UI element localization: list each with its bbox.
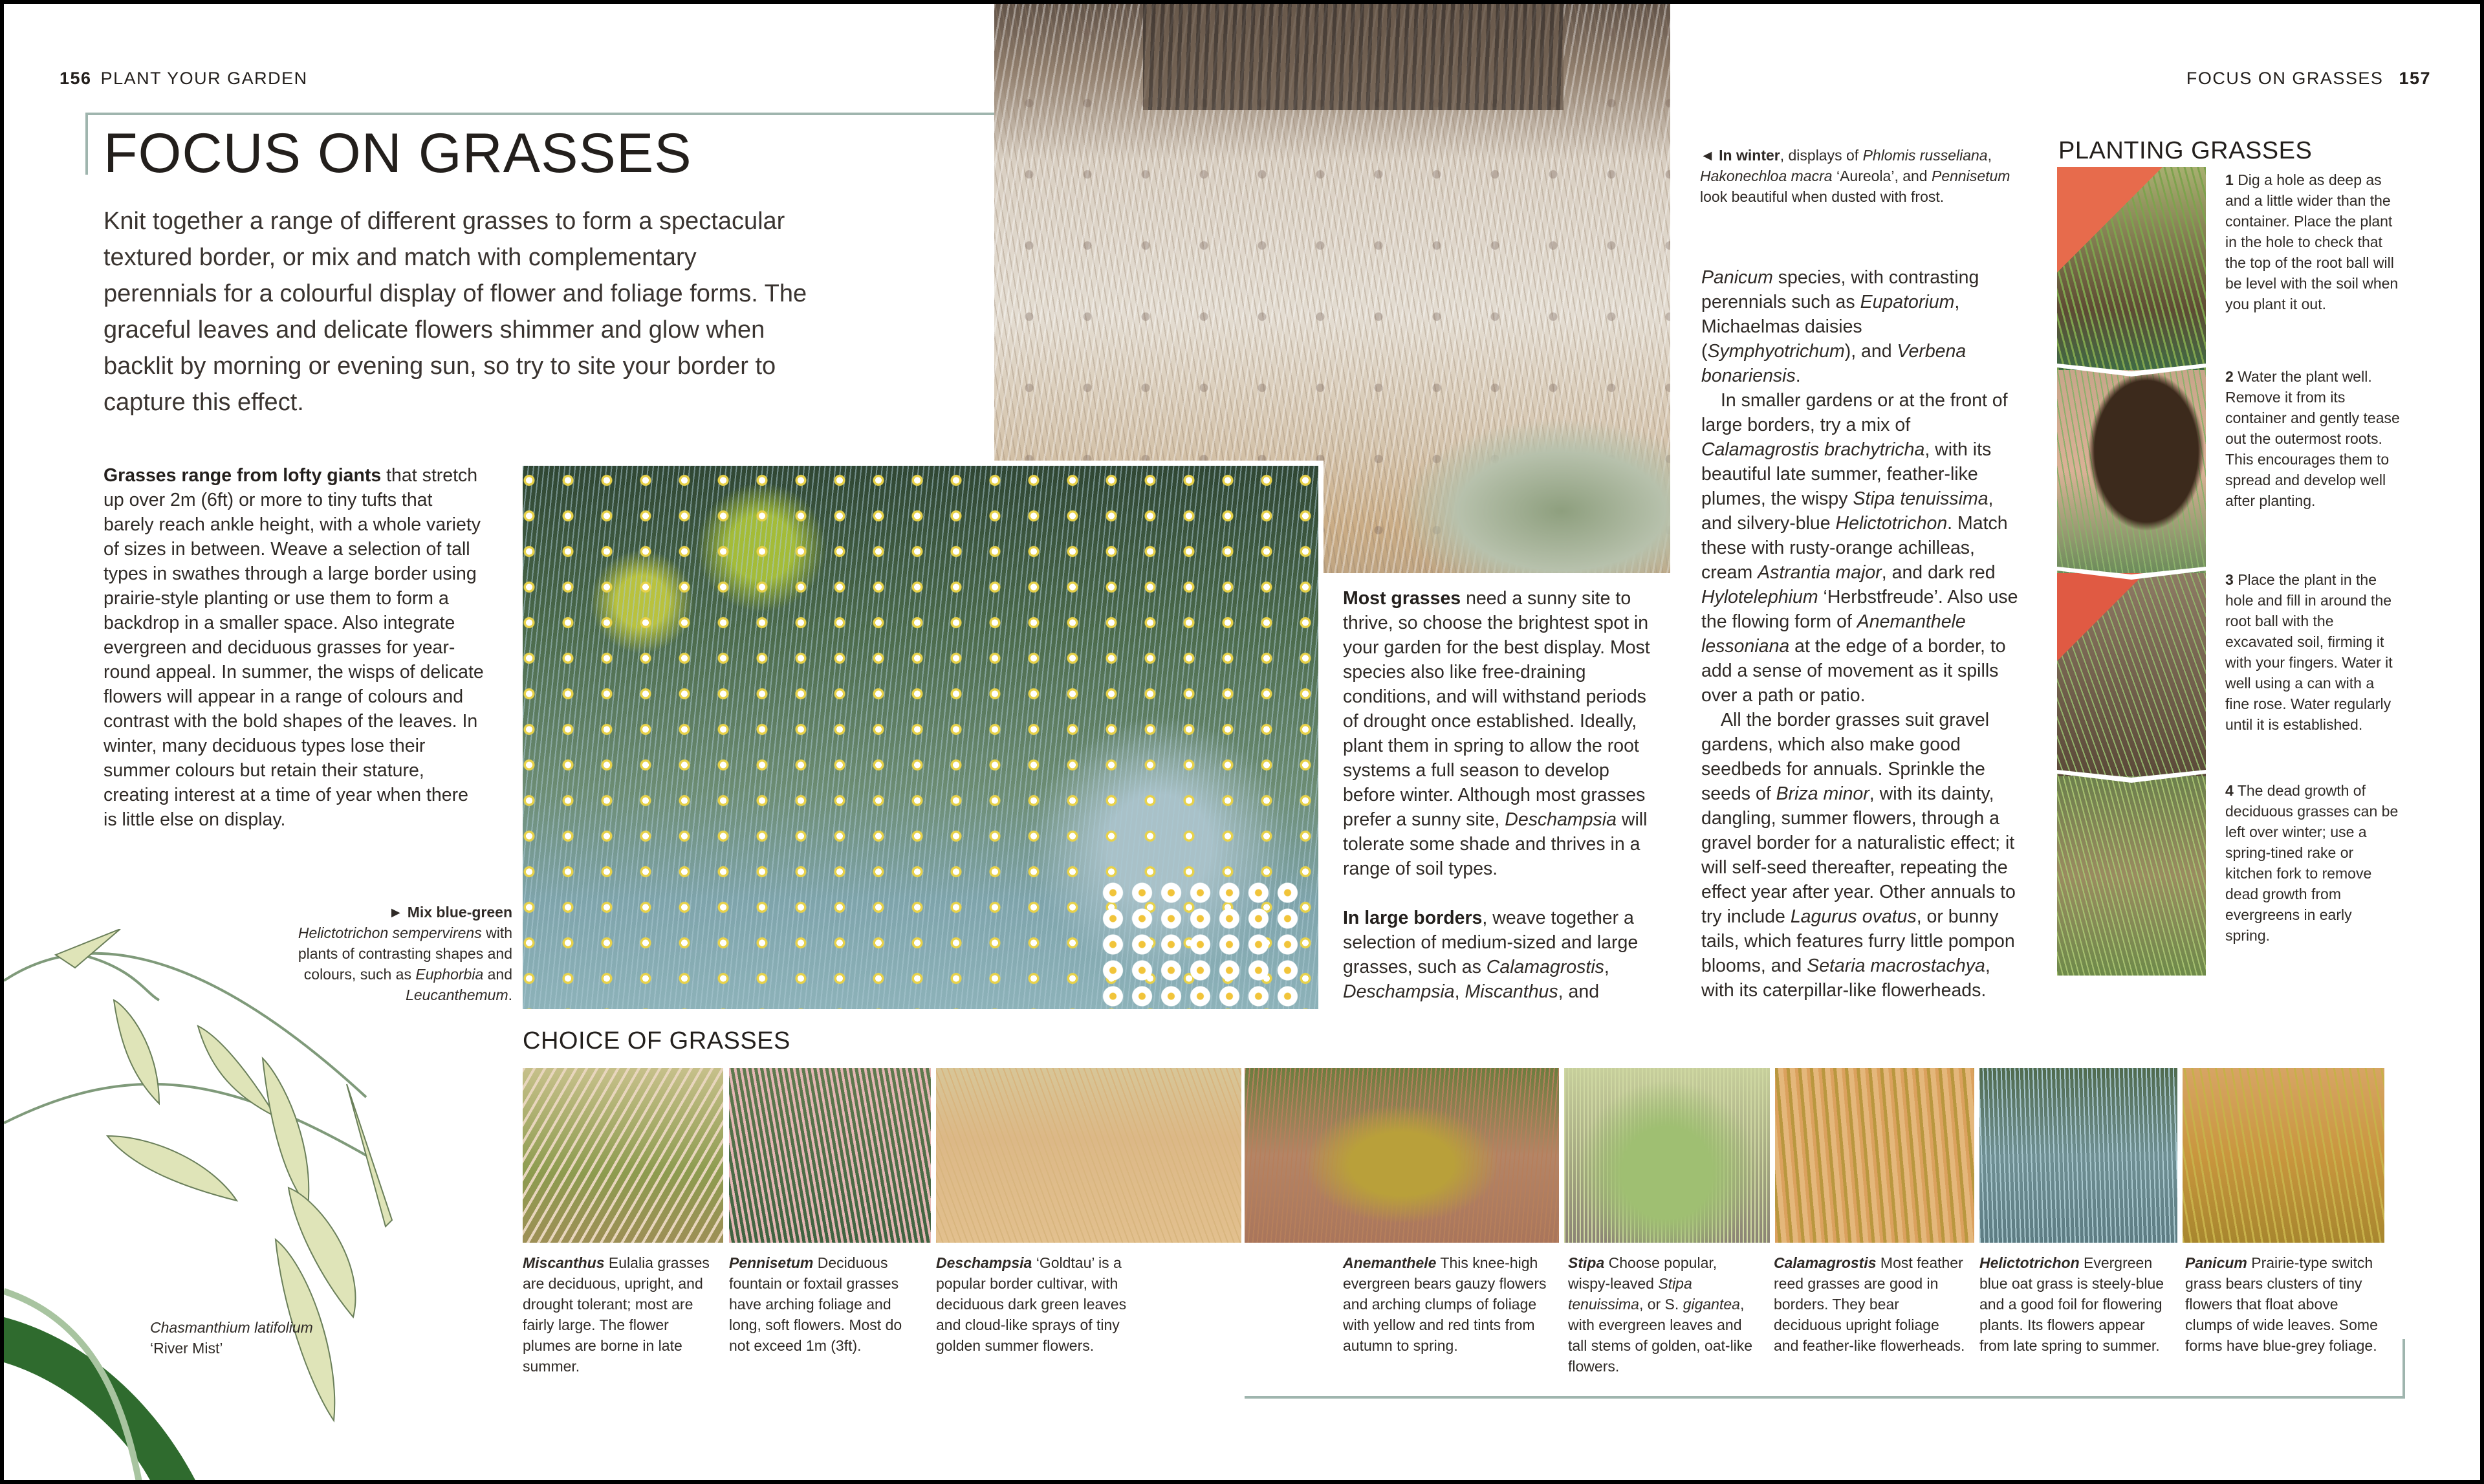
body-text: need a sunny site to thrive, so choose the brightest spot in your garden for the best display. Most species also like free-draining conditions, and will withstand periods of drought once established. Ideally, plant them in spring to allow the root systems a full season to develop before winter. Although most grasses prefer a sunny site, — [1343, 588, 1650, 830]
plant-name: Verbena bonariensis — [1701, 341, 1966, 386]
grass-caption-stipa — [1568, 1252, 1762, 1377]
grass-description: Choose popular, wispy-leaved — [1568, 1254, 1717, 1292]
caption-text: . — [508, 987, 512, 1003]
plant-name: Lagurus ovatus — [1790, 906, 1917, 927]
arrow-right-icon: ► — [388, 904, 404, 921]
body-text: . Match these with rusty-orange achilleas, cream — [1701, 513, 2008, 583]
left-running-head — [60, 69, 308, 89]
miscanthus-photo — [523, 1068, 723, 1243]
planting-step-2 — [2225, 366, 2400, 511]
grass-description: ‘Goldtau’ is a popular border cultivar, with deciduous dark green leaves and cloud-like sprays of tiny golden summer flowers. — [936, 1254, 1127, 1354]
plant-name: gigantea — [1683, 1296, 1740, 1313]
photo-dark-stems — [1143, 4, 1563, 110]
photo-daisies — [1098, 880, 1305, 1009]
caption-lead: Mix blue-green — [407, 904, 512, 921]
body-text: In smaller gardens or at the front of large borders, try a mix of — [1701, 390, 2008, 435]
winter-photo-caption — [1700, 145, 2010, 207]
lead-in: Grasses range from lofty giants — [104, 465, 382, 486]
body-text: that stretch up over 2m (6ft) or more to tiny tufts that barely reach ankle height, with a whole variety of sizes in between. Weave a selection of tall types in swathes through a large border using prairie-style planting or use them to form a backdrop in a smaller space. Also integrate evergreen and deciduous grasses for year-round appeal. In summer, the wisps of delicate flowers will appear in a range of colours and contrast with the bold shapes of the leaves. In winter, many deciduous types lose their summer colours but retain their stature, creating interest at a time of year when there is little else on display. — [104, 465, 484, 830]
body-text: , Michaelmas daisies ( — [1701, 292, 1960, 362]
step-1-photo — [2057, 167, 2206, 370]
body-column-3 — [1701, 265, 2018, 1003]
book-spread — [4, 4, 2480, 1480]
intro-paragraph: Knit together a range of different grasses to form a spectacular textured border, or mix and match with complementary perennials for a colourful display of flower and foliage forms. The graceful leaves and delicate flowers shimmer and glow when backlit by morning or evening sun, so try to site your border to capture this effect. — [104, 208, 807, 416]
plant-name: Eupatorium — [1860, 292, 1955, 312]
right-running-head — [2186, 69, 2431, 89]
chasmanthium-illustration — [4, 929, 496, 1480]
caption-species: Chasmanthium latifolium — [150, 1319, 313, 1336]
grass-name: Deschampsia — [936, 1254, 1032, 1271]
planting-step-1 — [2225, 169, 2400, 314]
body-text: , and dark red — [1881, 562, 1996, 583]
right-section-title: FOCUS ON GRASSES — [2186, 69, 2384, 88]
step-number: 2 — [2225, 368, 2234, 385]
grass-caption-helictotrichon — [1979, 1252, 2177, 1356]
body-text: , — [1454, 981, 1465, 1002]
helictotrichon-photo — [1979, 1068, 2177, 1243]
planting-step-photos — [2057, 167, 2206, 976]
plant-name: Calamagrostis — [1486, 957, 1604, 977]
grass-description: , or S. — [1639, 1296, 1683, 1313]
plant-name: Briza minor — [1776, 783, 1869, 804]
grass-description: This knee-high evergreen bears gauzy flowers and arching clumps of foliage with yellow and red tints from autumn to spring. — [1343, 1254, 1547, 1354]
plant-name: Hylotelephium — [1701, 587, 1818, 607]
grass-caption-calamagrostis — [1774, 1252, 1968, 1356]
caption-species: Helictotrichon sempervirens — [298, 924, 482, 941]
plant-name: Stipa tenuissima — [1853, 488, 1988, 509]
photo-foliage — [1399, 418, 1670, 573]
grass-name: Stipa — [1568, 1254, 1605, 1271]
caption-species: Phlomis russeliana — [1862, 147, 1988, 164]
deschampsia-photo — [936, 1068, 1241, 1243]
left-page-number: 156 — [60, 69, 92, 88]
grass-caption-miscanthus — [523, 1252, 717, 1377]
grass-description: Evergreen blue oat grass is steely-blue and a good foil for flowering plants. Its flowers appear from late spring to summer. — [1979, 1254, 2164, 1354]
body-text: , with its dainty, dangling, summer flowers, through a gravel border for a naturalistic effect; it will self-seed thereafter, repeating the effect year after year. Other annuals to try include — [1701, 783, 2016, 927]
grass-name: Panicum — [2185, 1254, 2247, 1271]
plant-name: Deschampsia — [1505, 809, 1617, 830]
lead-in: Most grasses — [1343, 588, 1461, 609]
choice-heading: CHOICE OF GRASSES — [523, 1027, 790, 1054]
body-text: will tolerate some shade and thrives in a range of soil types. — [1343, 809, 1648, 879]
lead-in: In large borders — [1343, 908, 1483, 928]
body-text: species, with contrasting perennials such as — [1701, 267, 1979, 312]
planting-step-4 — [2225, 780, 2400, 946]
stipa-photo — [1564, 1068, 1770, 1243]
step-4-photo — [2057, 776, 2206, 976]
caption-genus: Euphorbia — [415, 966, 484, 983]
body-column-2 — [1343, 586, 1660, 1004]
panicum-photo — [2183, 1068, 2384, 1243]
body-text: . — [1795, 366, 1801, 386]
caption-text: , displays of — [1780, 147, 1863, 164]
plant-name: Symphyotrichum — [1707, 341, 1845, 362]
grass-name: Calamagrostis — [1774, 1254, 1877, 1271]
page-title: FOCUS ON GRASSES — [104, 122, 692, 184]
grass-caption-panicum — [2185, 1252, 2379, 1356]
step-text: The dead growth of deciduous grasses can be left over winter; use a spring-tined rake or kitchen fork to remove dead growth from evergreens in early spring. — [2225, 782, 2399, 944]
caption-cultivar: ‘River Mist’ — [150, 1340, 223, 1357]
plant-name: Astrantia major — [1758, 562, 1882, 583]
grass-description: Deciduous fountain or foxtail grasses have arching foliage and long, soft flowers. Most do not exceed 1m (3ft). — [729, 1254, 902, 1354]
step-2-photo — [2057, 370, 2206, 573]
grass-name: Pennisetum — [729, 1254, 814, 1271]
body-text: , with its beautiful late summer, feather-like plumes, the wispy — [1701, 439, 1992, 509]
grass-description: , with evergreen leaves and tall stems of golden, oat-like flowers. — [1568, 1296, 1753, 1375]
planting-step-3 — [2225, 569, 2400, 735]
body-text: at the edge of a border, to add a sense of movement as it spills over a path or patio. — [1701, 636, 2006, 706]
step-text: Water the plant well. Remove it from its container and gently tease out the outermost roots. This encourages them to spread and develop well after planting. — [2225, 368, 2400, 509]
caption-text: and — [483, 966, 512, 983]
grass-caption-anemanthele — [1343, 1252, 1550, 1356]
caption-lead: In winter — [1719, 147, 1780, 164]
body-text: All the border grasses suit gravel gardens, which also make good seedbeds for annuals. Sprinkle the seeds of — [1701, 710, 1990, 804]
plant-name: Anemanthele lessoniana — [1701, 611, 1966, 657]
plant-name: Calamagrostis brachytricha — [1701, 439, 1925, 460]
body-column-1 — [104, 463, 485, 832]
planting-heading: PLANTING GRASSES — [2058, 137, 2313, 164]
body-text: ‘Herbstfreude’. Also use the flowing form of — [1701, 587, 2018, 632]
body-text: , with its caterpillar-like flowerheads. — [1701, 955, 1990, 1001]
grass-description: Eulalia grasses are deciduous, upright, and drought tolerant; most are fairly large. The flower plumes are borne in late summer. — [523, 1254, 710, 1375]
left-section-title: PLANT YOUR GARDEN — [100, 69, 308, 88]
step-text: Dig a hole as deep as and a little wider than the container. Place the plant in the hole to check that the top of the root ball will be level with the soil when you plant it out. — [2225, 171, 2399, 312]
body-text: , or bunny tails, which features furry little pompon blooms, and — [1701, 906, 2015, 976]
grass-description: Prairie-type switch grass bears clusters of tiny flowers that float above clumps of wide leaves. Some forms have blue-grey foliage. — [2185, 1254, 2378, 1354]
plant-name: Panicum — [1701, 267, 1773, 288]
plant-name: Setaria macrostachya — [1807, 955, 1985, 976]
plant-name: Miscanthus — [1465, 981, 1558, 1002]
plant-name: Helictotrichon — [1835, 513, 1948, 534]
grass-name: Helictotrichon — [1979, 1254, 2080, 1271]
mixed-border-photo — [523, 461, 1324, 1009]
caption-species: Pennisetum — [1932, 168, 2010, 184]
calamagrostis-photo — [1775, 1068, 1974, 1243]
caption-species: Hakonechloa macra — [1700, 168, 1833, 184]
body-text: ), and — [1844, 341, 1897, 362]
caption-genus: Leucanthemum — [406, 987, 508, 1003]
plant-name: Deschampsia — [1343, 981, 1455, 1002]
step-number: 4 — [2225, 782, 2234, 799]
pennisetum-photo — [729, 1068, 931, 1243]
step-number: 1 — [2225, 171, 2234, 188]
grass-description: Most feather reed grasses are good in borders. They bear deciduous upright foliage and feather-like flowerheads. — [1774, 1254, 1965, 1354]
caption-text: , — [1987, 147, 1992, 164]
step-number: 3 — [2225, 571, 2234, 588]
step-3-photo — [2057, 573, 2206, 776]
caption-text: with plants of contrasting shapes and colours, such as — [298, 924, 512, 983]
grass-caption-pennisetum — [729, 1252, 923, 1356]
body-text: , and — [1558, 981, 1600, 1002]
arrow-left-icon: ◄ — [1700, 147, 1715, 164]
body-text: , weave together a selection of medium-sized and large grasses, such as — [1343, 908, 1639, 977]
illustration-caption — [150, 1317, 344, 1359]
body-text: , and silvery-blue — [1701, 488, 1994, 534]
right-page-number: 157 — [2399, 69, 2431, 88]
anemanthele-photo — [1245, 1068, 1559, 1243]
step-text: Place the plant in the hole and fill in around the root ball with the excavated soil, firming it with your fingers. Water it well using a can with a fine rose. Water regularly until it is established. — [2225, 571, 2393, 733]
grass-name: Anemanthele — [1343, 1254, 1437, 1271]
caption-text: look beautiful when dusted with frost. — [1700, 188, 1945, 205]
body-text: , — [1604, 957, 1609, 977]
grass-caption-deschampsia — [936, 1252, 1143, 1356]
grass-name: Miscanthus — [523, 1254, 605, 1271]
caption-text: ‘Aureola’, and — [1832, 168, 1932, 184]
plant-name: Stipa tenuissima — [1568, 1275, 1692, 1313]
